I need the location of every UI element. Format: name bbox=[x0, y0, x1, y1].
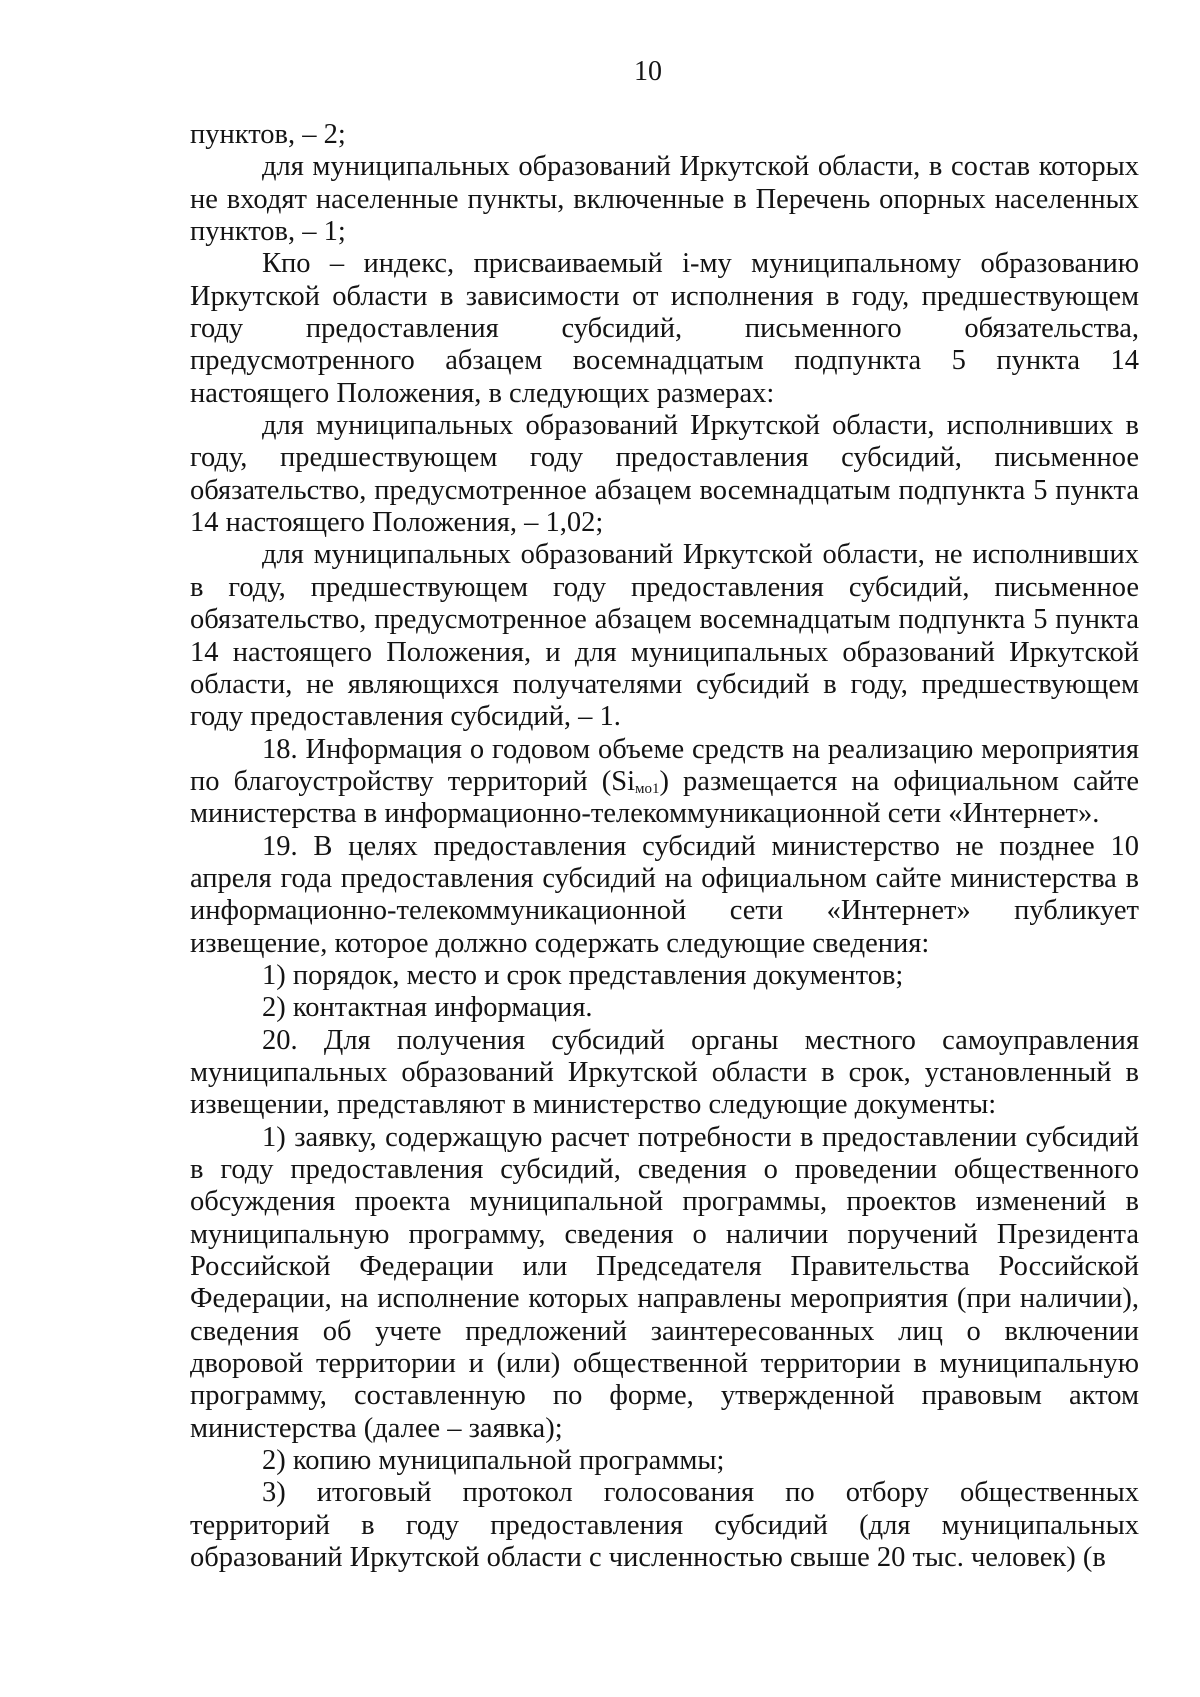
paragraph-kpo-index: Кпо – индекс, присваиваемый i-му муниципальному образованию Иркутской области в зависимости от исполнения в году, предшествующем году предоставления субсидий, письменного обязательства, предусмотренного абзацем восемнадцатым подпункта 5 пункта 14 настоящего Положения, в следующих размерах: bbox=[190, 248, 1139, 409]
paragraph-item-20-subitem-2: 2) копию муниципальной программы; bbox=[262, 1445, 725, 1477]
document-body bbox=[190, 119, 1139, 1574]
paragraph-item-19-subitem-1: 1) порядок, место и срок представления документов; bbox=[262, 959, 904, 991]
page-number: 10 bbox=[634, 56, 662, 87]
paragraph-item-20: 20. Для получения субсидий органы местного самоуправления муниципальных образований Иркутской области в срок, установленный в извещении, представляют в министерство следующие документы: bbox=[190, 1024, 1139, 1121]
paragraph-continuation: пунктов, – 2; bbox=[190, 119, 346, 150]
paragraph-item-19: 19. В целях предоставления субсидий министерство не позднее 10 апреля года предоставления субсидий на официальном сайте министерства в информационно-телекоммуникационной сети «Интернет» публикует извещение, которое должно содержать следующие сведения: bbox=[190, 830, 1139, 959]
paragraph-fulfilled-obligation: для муниципальных образований Иркутской области, исполнивших в году, предшествующем году предоставления субсидий, письменное обязательство, предусмотренное абзацем восемнадцатым подпункта 5 пункта 14 настоящего Положения, – 1,02; bbox=[190, 410, 1139, 539]
paragraph-item-18 bbox=[190, 734, 1139, 831]
paragraph-not-fulfilled-obligation: для муниципальных образований Иркутской области, не исполнивших в году, предшествующем году предоставления субсидий, письменное обязательство, предусмотренное абзацем восемнадцатым подпункта 5 пункта 14 настоящего Положения, и для муниципальных образований Иркутской области, не являющихся получателями субсидий в году, предшествующем году предоставления субсидий, – 1. bbox=[190, 539, 1139, 733]
paragraph-no-supporting-settlements: для муниципальных образований Иркутской области, в состав которых не входят населенные пункты, включенные в Перечень опорных населенных пунктов, – 1; bbox=[190, 151, 1139, 248]
item-18-text-end: ) размещается на официальном сайте министерства в информационно-телекоммуникационной сети «Интернет». bbox=[190, 765, 1139, 830]
paragraph-item-19-subitem-2: 2) контактная информация. bbox=[262, 992, 593, 1024]
paragraph-item-20-subitem-1: 1) заявку, содержащую расчет потребности в предоставлении субсидий в году предоставления субсидий, сведения о проведении общественного обсуждения проекта муниципальной программы, проектов изменений в муниципальную программу, сведения о наличии поручений Президента Российской Федерации или Председателя Правительства Российской Федерации, на исполнение которых направлены мероприятия (при наличии), сведения об учете предложений заинтересованных лиц о включении дворовой территории и (или) общественной территории в муниципальную программу, составленную по форме, утвержденной правовым актом министерства (далее – заявка); bbox=[190, 1121, 1139, 1444]
paragraph-item-20-subitem-3: 3) итоговый протокол голосования по отбору общественных территорий в году предоставления субсидий (для муниципальных образований Иркутской области с численностью свыше 20 тыс. человек) (в bbox=[190, 1477, 1139, 1574]
item-18-text-start: 18. Информация о годовом объеме средств на реализацию мероприятия по благоустройству территорий (Si bbox=[190, 733, 1139, 797]
item-18-subscript: мо1 bbox=[635, 780, 660, 797]
